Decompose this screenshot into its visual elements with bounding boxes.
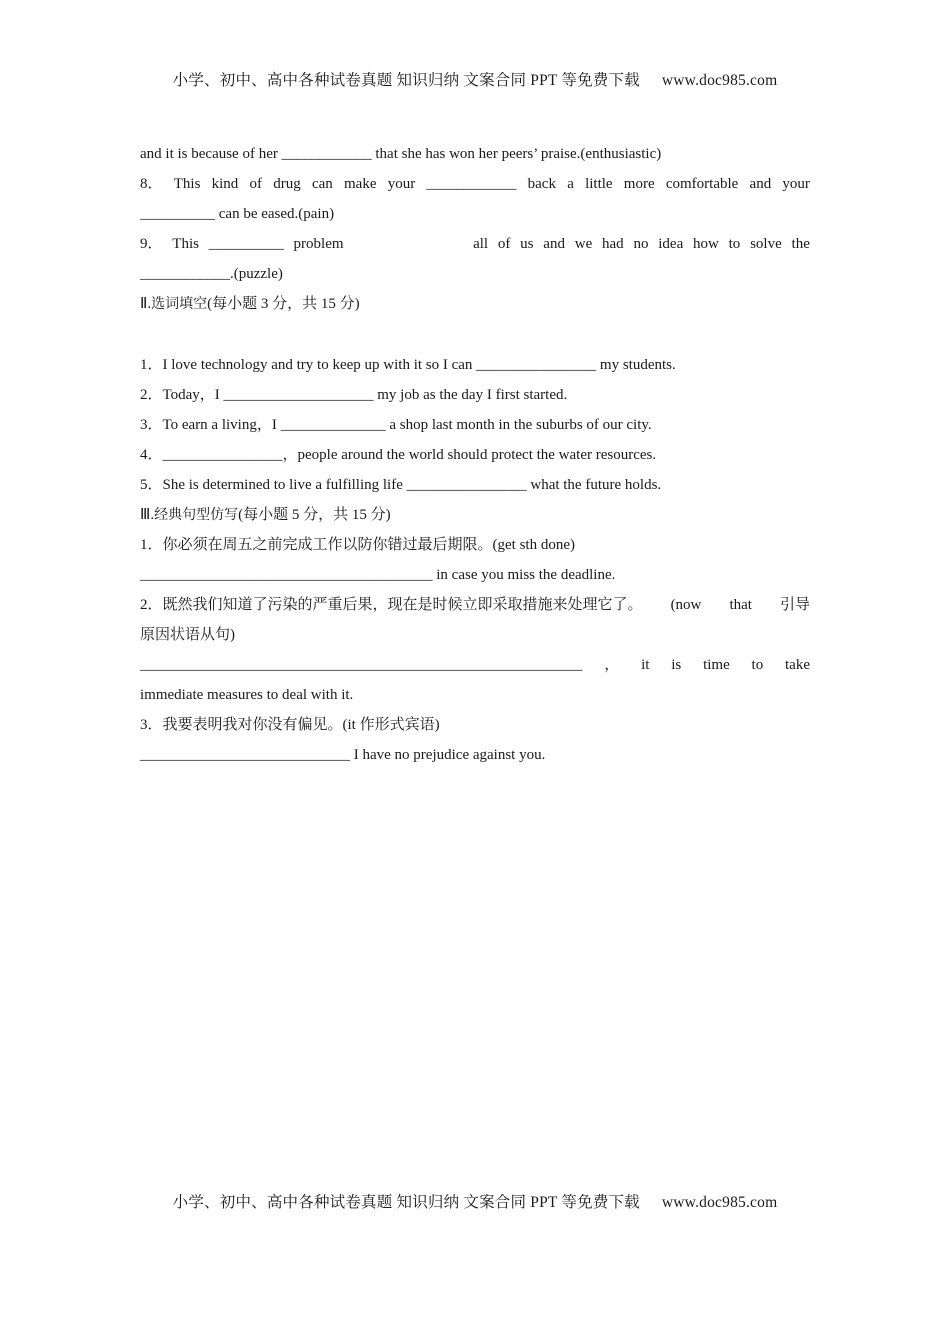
part3-q2-answer-line1 [140, 653, 810, 683]
word: it [641, 657, 650, 673]
word: __________ [208, 236, 284, 252]
q9-line1 [140, 232, 810, 262]
part2-item-4: 4．________________，people around the world should protect the water resources. [140, 447, 657, 463]
worksheet-content [140, 142, 810, 773]
word [353, 232, 463, 262]
section-2-title [140, 292, 810, 322]
word: that [729, 597, 752, 613]
word: kind [211, 176, 239, 192]
word: (now [670, 597, 702, 613]
word: ， [604, 657, 620, 673]
part2-item-3: 3．To earn a living，I ______________ a shop last month in the suburbs of our city. [140, 417, 652, 433]
word: ____________ [426, 176, 517, 192]
word: your [387, 176, 416, 192]
word: to [728, 236, 741, 252]
part3-q1-prompt: 1．你必须在周五之前完成工作以防你错过最后期限。(get sth done) [140, 537, 575, 553]
part2-item-1: 1．I love technology and try to keep up with it so I can ________________ my students. [140, 357, 676, 373]
word: the [791, 236, 810, 252]
word: make [344, 176, 377, 192]
part2-item-5: 5．She is determined to live a fulfilling life ________________ what the future holds. [140, 477, 662, 493]
footer-site-link[interactable]: www.doc985.com [661, 1194, 778, 1211]
section-3-title [140, 503, 810, 533]
word: a [567, 176, 574, 192]
header-site-link[interactable]: www.doc985.com [661, 72, 778, 89]
header-text: 小学、初中、高中各种试卷真题 知识归纳 文案合同 PPT 等免费下载 [172, 72, 640, 89]
section-2-name: 选词填空 [151, 296, 208, 312]
word: 引导 [779, 597, 810, 613]
word: little [585, 176, 613, 192]
word: solve [750, 236, 782, 252]
word: more [623, 176, 655, 192]
part3-q1-answer: _______________________________________ in case you miss the deadline. [140, 567, 616, 583]
word: no [633, 236, 649, 252]
word: take [785, 657, 810, 673]
word: of [497, 236, 511, 252]
word: to [751, 657, 764, 673]
section-2-number: Ⅱ. [140, 296, 152, 312]
word: your [782, 176, 810, 192]
q9-line2: ____________.(puzzle) [140, 266, 283, 282]
word: 8． [140, 176, 163, 192]
word: and [543, 236, 565, 252]
q8-line1 [140, 172, 810, 202]
word: time [703, 657, 730, 673]
part3-q2-prompt-line1 [140, 593, 810, 623]
word: problem [293, 236, 344, 252]
part3-q3-answer: ____________________________ I have no prejudice against you. [140, 747, 546, 763]
section-3-number: Ⅲ. [140, 507, 155, 523]
word: and [749, 176, 772, 192]
word: had [602, 236, 624, 252]
section-gap [140, 322, 810, 353]
part3-q3-prompt: 3．我要表明我对你没有偏见。(it 作形式宾语) [140, 717, 440, 733]
footer-text: 小学、初中、高中各种试卷真题 知识归纳 文案合同 PPT 等免费下载 [172, 1194, 640, 1211]
part3-q2-prompt-line2: 原因状语从句) [140, 627, 235, 643]
word: idea [658, 236, 684, 252]
word: 9． [140, 236, 163, 252]
word: drug [273, 176, 301, 192]
part2-item-2: 2．Today，I ____________________ my job as the day I first started. [140, 387, 568, 403]
word: us [520, 236, 534, 252]
word: can [311, 176, 333, 192]
word: how [693, 236, 719, 252]
q7-continuation: and it is because of her ____________ that she has won her peers’ praise.(enthusiastic) [140, 146, 662, 162]
word: we [574, 236, 593, 252]
word: This [172, 236, 199, 252]
section-3-name: 经典句型仿写 [154, 507, 239, 523]
word: comfortable [665, 176, 739, 192]
word: of [249, 176, 263, 192]
q8-line2: __________ can be eased.(pain) [140, 206, 335, 222]
word: 2．既然我们知道了污染的严重后果，现在是时候立即采取措施来处理它了。 [140, 597, 643, 613]
word: ___________________________________________________________ [140, 657, 583, 673]
page-footer [0, 1190, 950, 1212]
word: all [473, 236, 489, 252]
section-3-note: (每小题 5 分，共 15 分) [238, 507, 391, 523]
section-2-note: (每小题 3 分，共 15 分) [207, 296, 360, 312]
word: back [527, 176, 556, 192]
word: is [671, 657, 682, 673]
part3-q2-answer-line2: immediate measures to deal with it. [140, 687, 354, 703]
word: This [173, 176, 201, 192]
page-header [0, 68, 950, 90]
